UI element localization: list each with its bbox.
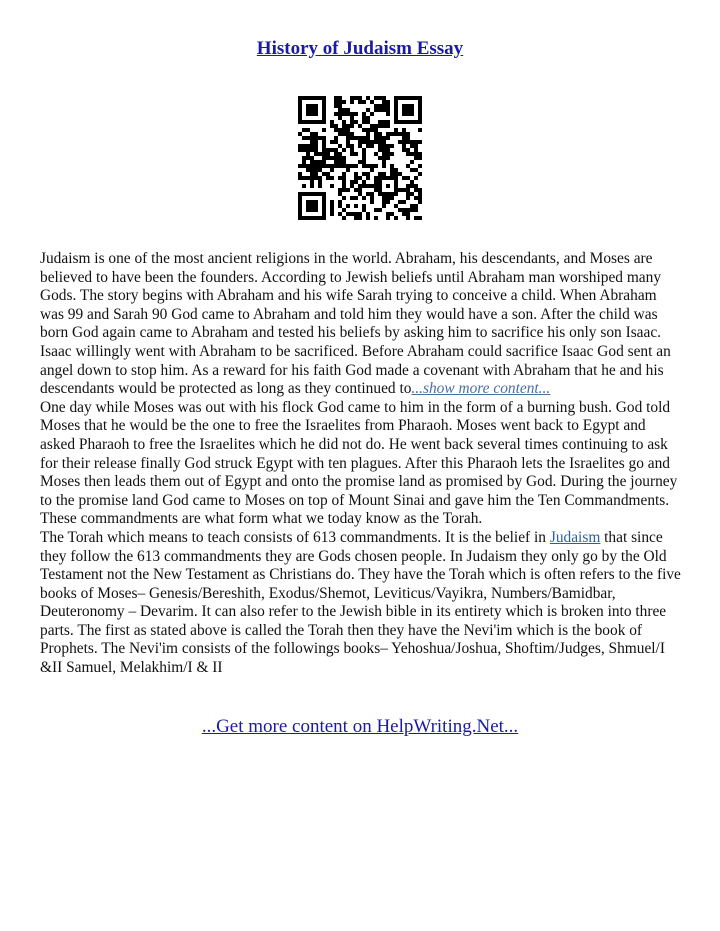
get-more-content-link[interactable]: ...Get more content on HelpWriting.Net... <box>201 716 519 737</box>
qr-code-graphic <box>298 96 422 220</box>
paragraph-3-text-after: that since they follow the 613 commandments they are Gods chosen people. In Judaism they only go by the Old Testament not the New Testament as Christians do. They have the Torah which is often refers to the five books of Moses– Genesis/Bereshith, Exodus/Shemot, Leviticus/Vayikra, Numbers/Bamidbar, Deuteronomy – Devarim. It can also refer to the Jewish bible in its entirety which is broken into three parts. The first as stated above is called the Torah then they have the Nevi'im which is the book of Prophets. The Nevi'im consists of the followings books– Yehoshua/Joshua, Shoftim/Judges, Shmuel/I &II Samuel, Melakhim/I & II <box>40 528 681 677</box>
paragraph-3-text-before: The Torah which means to teach consists of 613 commandments. It is the belief in <box>40 528 550 546</box>
show-more-link[interactable]: ...show more content... <box>411 380 551 398</box>
essay-paragraph-2: One day while Moses was out with his flock God came to him in the form of a burning bush. God told Moses that he would be the one to free the Israelites from Pharaoh. Moses went back to Egypt and asked Pharaoh to free the Israelites which he did not do. He went back several times continuing to ask for their release finally God struck Egypt with ten plagues. After this Pharaoh lets the Israelites go and Moses then leads them out of Egypt and onto the promise land as promised by God. During the journey to the promise land God came to Moses on top of Mount Sinai and gave him the Ten Commandments. These commandments are what form what we today know as the Torah. <box>40 398 678 528</box>
paragraph-1-text: Judaism is one of the most ancient religions in the world. Abraham, his descendants, and Moses are believed to have been the founders. According to Jewish beliefs until Abraham man worshiped many Gods. The story begins with Abraham and his wife Sarah trying to conceive a child. When Abraham was 99 and Sarah 90 God came to Abraham and told him they would have a son. After the child was born God again came to Abraham and tested his beliefs by asking him to sacrifice his only son Isaac. Isaac willingly went with Abraham to be sacrificed. Before Abraham could sacrifice Isaac God sent an angel down to stop him. As a reward for his faith God made a covenant with Abraham that he and his descendants would be protected as long as they continued to <box>40 250 671 398</box>
essay-body <box>40 250 682 678</box>
judaism-link[interactable]: Judaism <box>549 528 601 546</box>
essay-paragraph-1 <box>40 250 682 399</box>
qr-code-icon <box>298 96 422 220</box>
essay-title <box>0 38 720 60</box>
essay-paragraph-3 <box>40 529 682 678</box>
footer <box>0 716 720 738</box>
essay-title-link[interactable]: History of Judaism Essay <box>256 38 464 59</box>
